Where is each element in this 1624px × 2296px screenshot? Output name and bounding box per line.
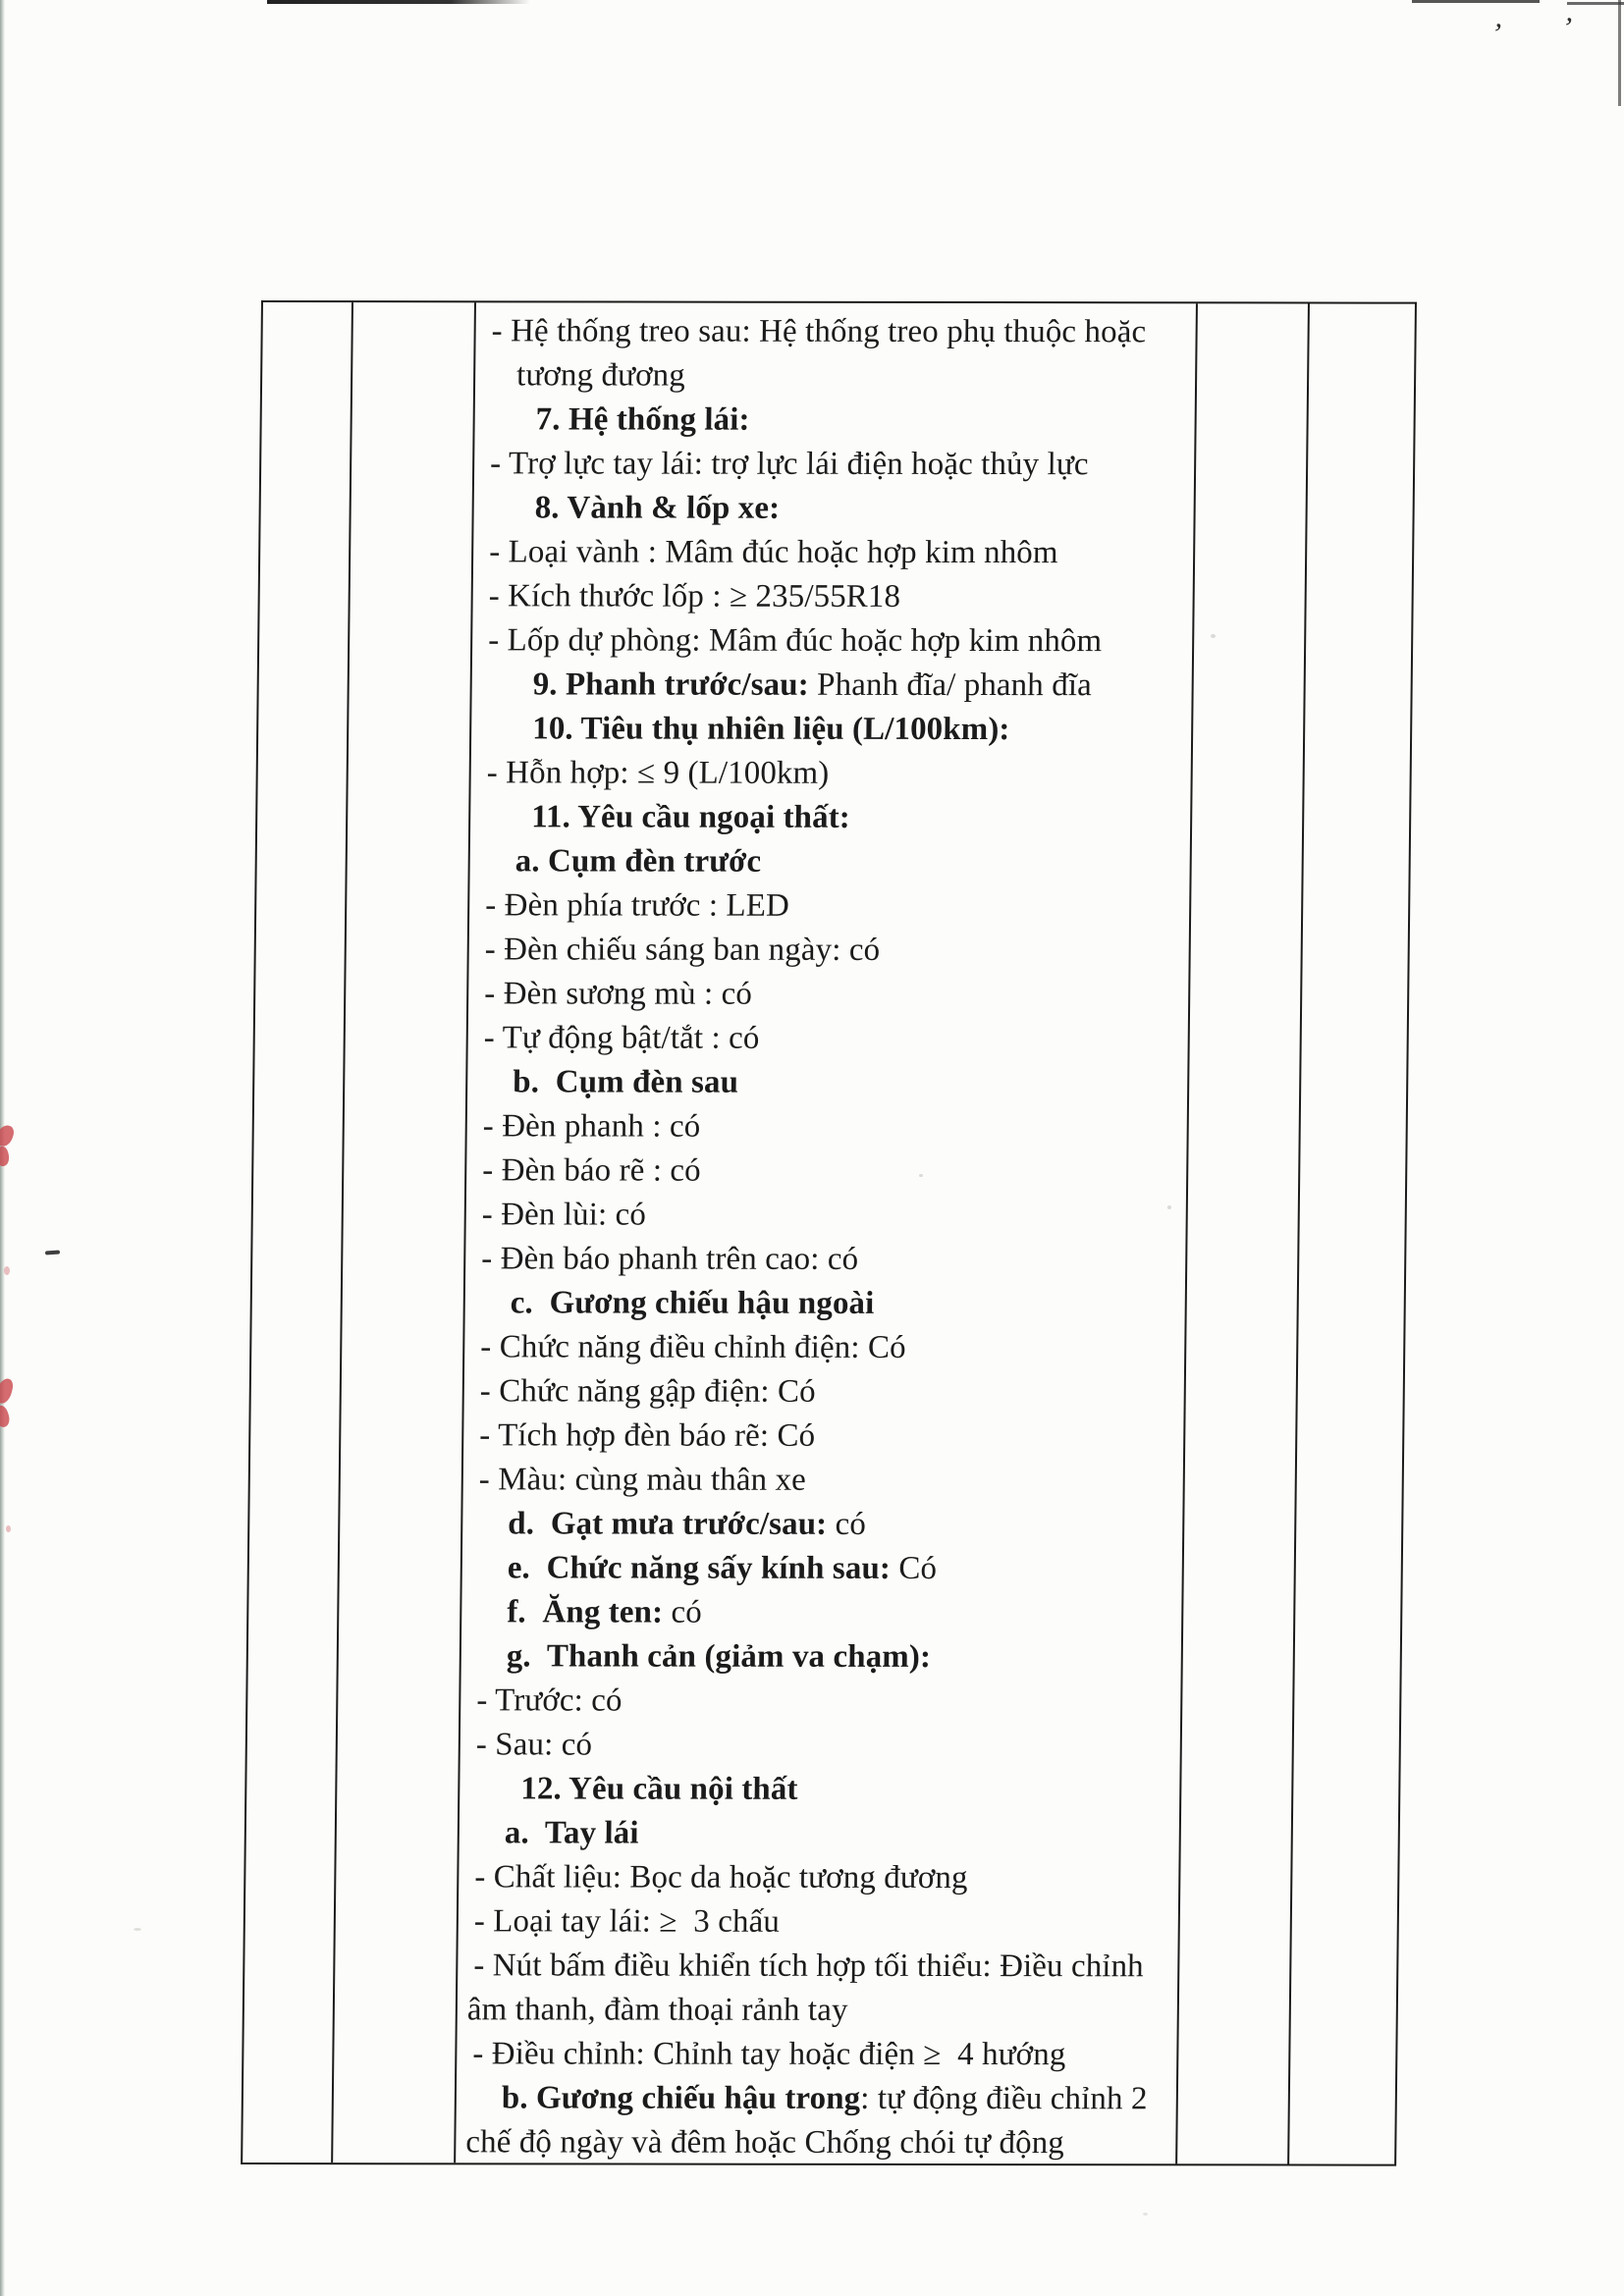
ink-comma-mark: ’ <box>1560 11 1576 45</box>
scan-corner-line <box>1618 0 1621 106</box>
row-text-segment: - Điều chỉnh: Chỉnh tay hoặc điện ≥ 4 hướng <box>472 2036 1066 2073</box>
table-row <box>462 1502 1182 1547</box>
row-text-segment: Có <box>890 1550 938 1586</box>
row-text-segment: - Tích hợp đèn báo rẽ: Có <box>479 1417 816 1454</box>
row-text-segment: - Đèn chiếu sáng ban ngày: có <box>484 932 881 968</box>
scan-top-line <box>267 0 530 4</box>
table-row <box>457 2032 1176 2077</box>
row-text-segment: - Hỗn hợp: ≤ 9 (L/100km) <box>486 755 830 791</box>
table-row <box>472 574 1192 619</box>
table-row <box>469 839 1189 884</box>
row-text-segment: âm thanh, đàm thoại rảnh tay <box>466 1992 848 2028</box>
row-text-segment: - Loại tay lái: ≥ 3 chấu <box>473 1903 781 1940</box>
row-text-segment: tương đương <box>515 357 686 394</box>
row-text-segment: có <box>827 1506 867 1542</box>
scan-top-line <box>1567 2 1624 5</box>
row-text-segment: 7. Hệ thống lái: <box>535 401 750 438</box>
row-text-segment: có <box>662 1594 703 1630</box>
row-text-segment: 12. Yêu cầu nội thất <box>520 1771 798 1807</box>
row-text-segment: - Sau: có <box>475 1727 593 1763</box>
table-column-divider <box>1287 303 1310 2163</box>
red-ink-speck <box>6 1525 11 1532</box>
table-row <box>473 486 1193 531</box>
row-text-segment: - Hệ thống treo sau: Hệ thống treo phụ thuộc hoặc <box>491 313 1147 350</box>
table-row <box>457 2076 1176 2121</box>
table-row <box>461 1590 1181 1635</box>
row-text-segment: - Đèn sương mù : có <box>484 976 753 1012</box>
table-row <box>462 1546 1182 1591</box>
pen-dash-mark <box>45 1250 60 1255</box>
row-text-segment: - Đèn lùi: có <box>481 1197 647 1233</box>
table-row <box>470 795 1190 840</box>
row-text-segment: : tự động điều chỉnh 2 <box>860 2080 1148 2117</box>
row-text-segment: - Đèn phanh : có <box>482 1108 701 1145</box>
row-text-segment: - Loại vành : Mâm đúc hoặc hợp kim nhôm <box>488 534 1058 571</box>
table-row <box>471 663 1191 708</box>
table-row <box>464 1369 1184 1415</box>
scan-speck <box>134 1928 141 1931</box>
table-row <box>469 883 1189 929</box>
table-row <box>464 1325 1184 1370</box>
row-text-segment: - Đèn phía trước : LED <box>485 887 790 924</box>
row-text-segment: 8. Vành & lốp xe: <box>534 490 781 526</box>
table-row <box>471 707 1191 752</box>
table-row <box>463 1458 1183 1503</box>
red-ink-mark <box>0 1404 12 1428</box>
row-text-segment: 11. Yêu cầu ngoại thất: <box>531 799 851 835</box>
row-text-segment: 10. Tiêu thụ nhiên liệu (L/100km): <box>532 711 1010 748</box>
table-row <box>468 928 1188 973</box>
table-row <box>458 1988 1177 2033</box>
row-text-segment: - Chức năng điều chỉnh điện: Có <box>480 1329 906 1365</box>
row-text-segment: e. Chức năng sấy kính sau: <box>507 1550 892 1586</box>
scan-top-line <box>1412 0 1540 3</box>
row-text-segment: d. Gạt mưa trước/sau: <box>508 1506 828 1542</box>
table-row <box>460 1811 1179 1856</box>
row-text-segment: g. Thanh cản (giảm va chạm): <box>506 1638 932 1675</box>
table-row <box>475 353 1195 399</box>
row-text-segment: - Đèn báo rẽ : có <box>482 1152 701 1189</box>
table-row <box>458 1944 1177 1989</box>
scan-speck <box>1143 2213 1148 2216</box>
table-row <box>456 2120 1175 2165</box>
row-text-segment: a. Cụm đèn trước <box>514 843 762 880</box>
row-text-segment: - Tự động bật/tắt : có <box>483 1020 760 1056</box>
table-row <box>463 1414 1183 1459</box>
row-text-segment: - Nút bấm điều khiển tích hợp tối thiểu: Điều chỉnh <box>473 1948 1144 1985</box>
red-ink-mark <box>0 1146 11 1167</box>
table-row <box>461 1634 1181 1680</box>
spec-table <box>241 300 1417 2166</box>
table-row <box>460 1679 1180 1724</box>
row-text-segment: chế độ ngày và đêm hoặc Chống chói tự động <box>465 2124 1065 2162</box>
red-ink-mark <box>0 1123 16 1148</box>
row-text-segment: f. Ăng ten: <box>507 1594 664 1630</box>
row-text-segment: - Đèn báo phanh trên cao: có <box>481 1241 859 1277</box>
table-row <box>465 1281 1185 1326</box>
row-text-segment: a. Tay lái <box>504 1815 639 1851</box>
row-text-segment: c. Gương chiếu hậu ngoài <box>510 1285 875 1321</box>
row-text-segment: - Chất liệu: Bọc da hoặc tương đương <box>474 1859 968 1896</box>
row-text-segment: b. Gương chiếu hậu trong <box>501 2080 861 2116</box>
table-row <box>472 618 1192 664</box>
row-text-segment: - Lốp dự phòng: Mâm đúc hoặc hợp kim nhôm <box>487 622 1103 660</box>
row-text-segment: Phanh đĩa/ phanh đĩa <box>808 667 1093 704</box>
row-text-segment: - Trợ lực tay lái: trợ lực lái điện hoặc thủy lực <box>489 446 1089 483</box>
table-row <box>466 1193 1186 1238</box>
table-row <box>459 1899 1178 1945</box>
table-row <box>470 751 1190 796</box>
row-text-segment: - Màu: cùng màu thân xe <box>478 1462 807 1498</box>
row-text-segment: - Trước: có <box>476 1682 623 1719</box>
row-text-segment: 9. Phanh trước/sau: <box>532 667 809 703</box>
table-row <box>466 1148 1186 1194</box>
table-row <box>460 1767 1179 1812</box>
row-text-segment: - Kích thước lốp : ≥ 235/55R18 <box>488 578 901 614</box>
row-text-segment: - Chức năng gập điện: Có <box>479 1373 816 1410</box>
table-row <box>475 309 1195 354</box>
table-row <box>467 1016 1187 1061</box>
table-row <box>465 1237 1185 1282</box>
table-row <box>468 972 1188 1017</box>
table-row <box>473 530 1193 575</box>
table-row <box>474 398 1194 443</box>
ink-comma-mark: ’ <box>1489 17 1505 51</box>
table-row <box>459 1855 1178 1900</box>
table-row <box>466 1104 1186 1149</box>
red-ink-speck <box>4 1266 10 1275</box>
table-row <box>467 1060 1187 1105</box>
table-column-divider <box>331 302 353 2163</box>
red-ink-mark <box>0 1377 15 1406</box>
row-text-segment: b. Cụm đèn sau <box>513 1064 739 1100</box>
table-row <box>460 1723 1180 1768</box>
table-row <box>474 442 1194 487</box>
spec-text-column <box>456 302 1196 2163</box>
